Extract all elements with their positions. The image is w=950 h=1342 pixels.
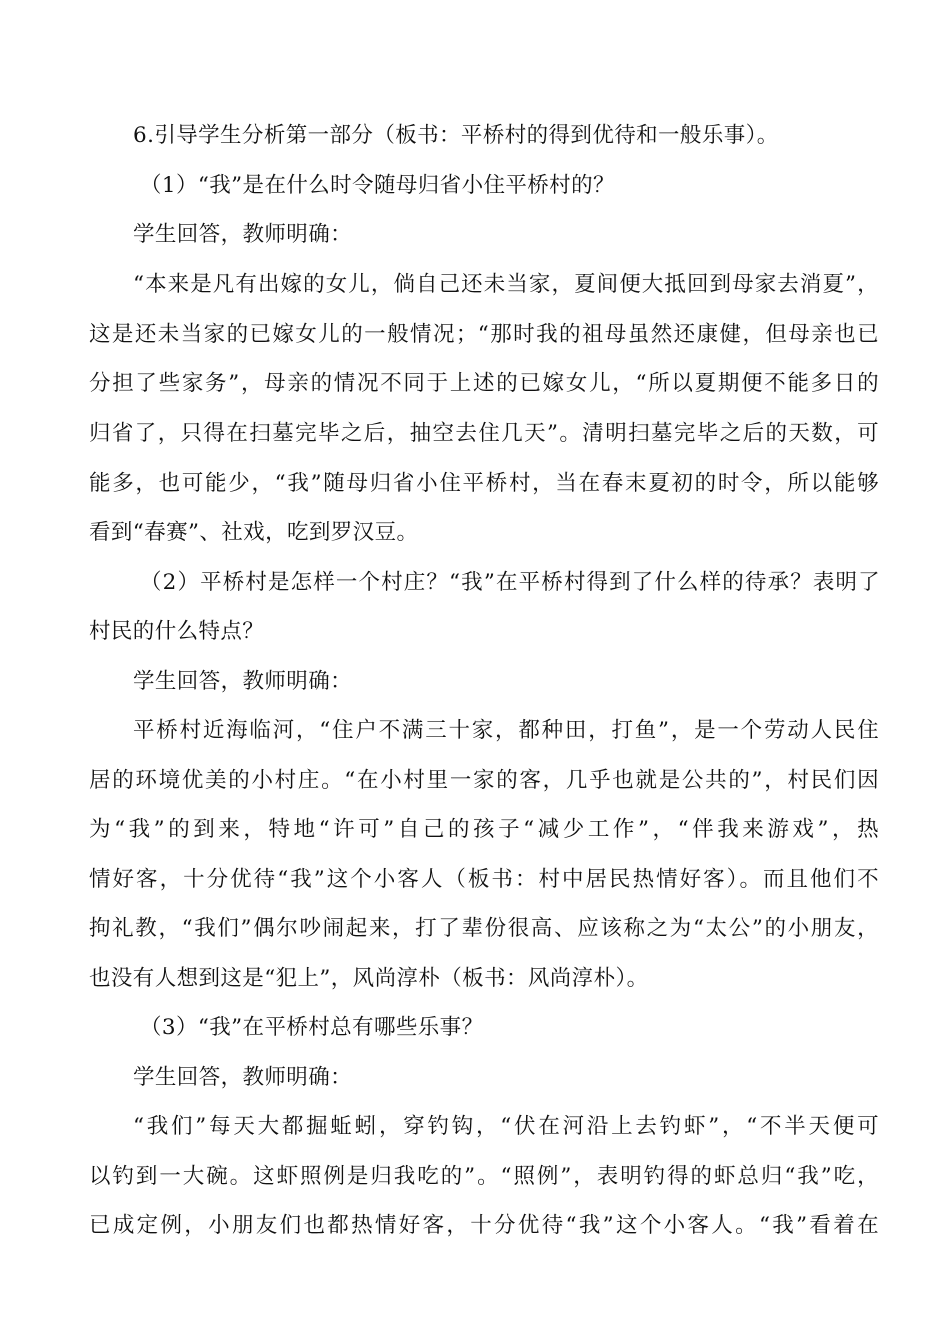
answer-intro-3: 学生回答，教师明确： <box>133 1065 353 1090</box>
paragraph-line: 看到“春赛”、社戏，吃到罗汉豆。 <box>89 520 419 545</box>
question-2-continued: 村民的什么特点？ <box>89 619 265 644</box>
paragraph-line: 居的环境优美的小村庄。“在小村里一家的客，几乎也就是公共的”，村民们因 <box>89 768 879 793</box>
paragraph-line: 分担了些家务”，母亲的情况不同于上述的已嫁女儿，“所以夏期便不能多日的 <box>89 371 879 396</box>
question-2: （2）平桥村是怎样一个村庄？“我”在平桥村得到了什么样的待承？表明了 <box>140 570 880 595</box>
answer-intro-1: 学生回答，教师明确： <box>133 222 353 247</box>
paragraph-line: 为“我”的到来，特地“许可”自己的孩子“减少工作”，“伴我来游戏”，热 <box>89 817 879 842</box>
paragraph-line: 也没有人想到这是“犯上”，风尚淳朴（板书：风尚淳朴）。 <box>89 966 649 991</box>
paragraph-line: 已成定例，小朋友们也都热情好客，十分优待“我”这个小客人。“我”看着在 <box>89 1213 879 1238</box>
paragraph-line: 这是还未当家的已嫁女儿的一般情况；“那时我的祖母虽然还康健，但母亲也已 <box>89 322 879 347</box>
paragraph-line: 以钓到一大碗。这虾照例是归我吃的”。“照例”，表明钓得的虾总归“我”吃， <box>89 1164 879 1189</box>
paragraph-line: “我们”每天大都掘蚯蚓，穿钓钩，“伏在河沿上去钓虾”，“不半天便可 <box>133 1114 879 1139</box>
paragraph-line: 能多，也可能少，“我”随母归省小住平桥村，当在春末夏初的时令，所以能够 <box>89 471 879 496</box>
question-1: （1）“我”是在什么时令随母归省小住平桥村的？ <box>140 173 615 198</box>
paragraph-line: 情好客，十分优待“我”这个小客人（板书：村中居民热情好客）。而且他们不 <box>89 867 879 892</box>
paragraph-line: “本来是凡有出嫁的女儿，倘自己还未当家，夏间便大抵回到母家去消夏”， <box>133 272 879 297</box>
answer-intro-2: 学生回答，教师明确： <box>133 669 353 694</box>
question-3: （3）“我”在平桥村总有哪些乐事？ <box>140 1015 484 1040</box>
paragraph-line: 归省了，只得在扫墓完毕之后，抽空去住几天”。清明扫墓完毕之后的天数，可 <box>89 421 879 446</box>
paragraph-heading-6: 6.引导学生分析第一部分（板书：平桥村的得到优待和一般乐事）。 <box>133 123 779 148</box>
paragraph-line: 平桥村近海临河，“住户不满三十家，都种田，打鱼”，是一个劳动人民住 <box>133 718 879 743</box>
paragraph-line: 拘礼教，“我们”偶尔吵闹起来，打了辈份很高、应该称之为“太公”的小朋友， <box>89 916 879 941</box>
